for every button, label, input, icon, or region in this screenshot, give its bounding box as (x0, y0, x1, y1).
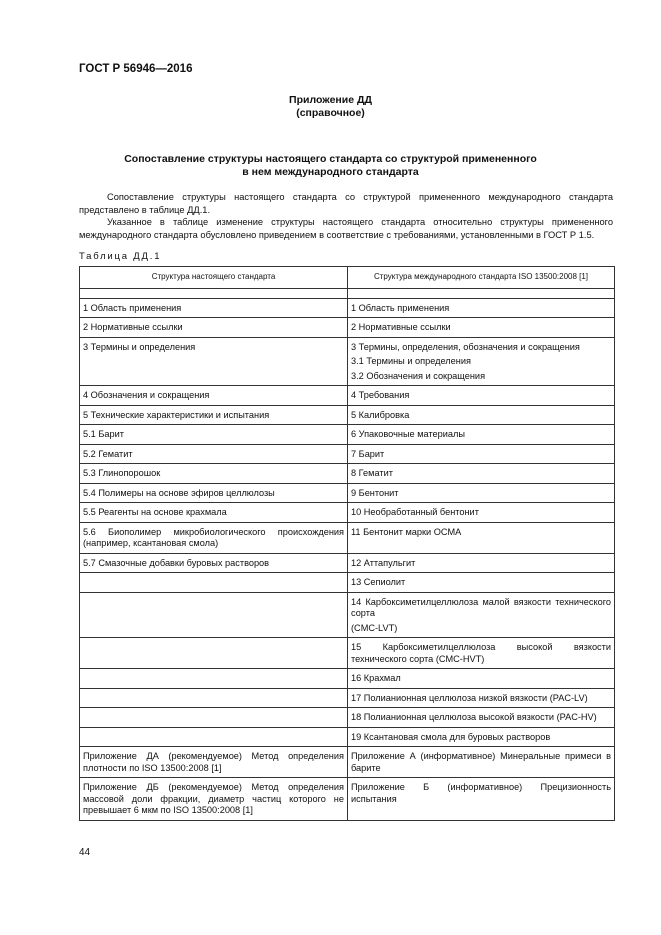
table-row (80, 386, 615, 406)
table-row (80, 405, 615, 425)
cell-text: 5.6 Биополимер микробиологического происхождения (например, ксантановая смола) (83, 526, 344, 548)
cell-text: 5 Технические характеристики и испытания (83, 409, 270, 420)
table-row (80, 573, 615, 593)
table-row (80, 464, 615, 484)
cell-text: 5.4 Полимеры на основе эфиров целлюлозы (83, 487, 275, 498)
cell-text: 15 Карбоксиметилцеллюлоза высокой вязкости технического сорта (CMC-HVT) (351, 642, 611, 664)
cell-text: 3.1 Термины и определения (351, 356, 471, 366)
cell-current-standard (80, 708, 348, 728)
cell-current-standard (80, 444, 348, 464)
cell-current-standard (80, 337, 348, 386)
cell-international-standard (348, 337, 615, 386)
cell-text: 19 Ксантановая смола для буровых растворов (351, 731, 551, 742)
cell-text: 5 Калибровка (351, 409, 410, 420)
cell-international-standard (348, 708, 615, 728)
table-row (80, 444, 615, 464)
table-header-row (80, 267, 615, 289)
cell-international-standard (348, 592, 615, 638)
cell-international-standard (348, 727, 615, 747)
cell-text: 17 Полианионная целлюлоза низкой вязкости (PAC-LV) (351, 692, 588, 703)
cell-international-standard (348, 318, 615, 338)
table-row (80, 503, 615, 523)
cell-text: 4 Обозначения и сокращения (83, 390, 210, 400)
cell-international-standard (348, 444, 615, 464)
cell-current-standard (80, 522, 348, 553)
cell-international-standard (348, 298, 615, 318)
cell-text: 12 Аттапульгит (351, 557, 416, 568)
cell-current-standard (80, 298, 348, 318)
cell-text: 5.5 Реагенты на основе крахмала (83, 507, 227, 517)
cell-text: 5.2 Гематит (83, 448, 133, 459)
cell-text: 7 Барит (351, 448, 385, 459)
cell-text: 5.7 Смазочные добавки буровых растворов (83, 557, 270, 568)
cell-international-standard (348, 405, 615, 425)
cell-international-standard (348, 688, 615, 708)
cell-current-standard (80, 464, 348, 484)
section-title-line2: в нем международного стандарта (242, 166, 419, 178)
cell-text: Приложение Б (информативное) Прецизионность испытания (351, 782, 611, 804)
cell-text: 4 Требования (351, 390, 410, 400)
cell-text: 8 Гематит (351, 468, 393, 478)
table-row (80, 669, 615, 689)
table-row (80, 425, 615, 445)
annex-subtitle: (справочное) (296, 107, 365, 119)
cell-international-standard (348, 747, 615, 778)
cell-international-standard (348, 669, 615, 689)
cell-current-standard (80, 747, 348, 778)
cell-current-standard (80, 425, 348, 445)
cell-current-standard (80, 405, 348, 425)
cell-text: Приложение ДБ (рекомендуемое) Метод определения массовой доли фракции, диаметр частиц которого не превышает 6 мкм по ISO 13500:2008 [1] (83, 782, 344, 815)
table-row (80, 638, 615, 669)
cell-text: 5.3 Глинопорошок (83, 468, 161, 478)
paragraph-note: Указанное в таблице изменение структуры настоящего стандарта относительно структуры примененного международного стандарта обусловлено приведением в соответствие с требованиями, установленными в ГОСТ Р 1.5. (79, 217, 613, 240)
cell-text: 11 Бентонит марки OCMA (351, 526, 462, 537)
cell-text: 2 Нормативные ссылки (351, 322, 451, 332)
col2-header: Структура международного стандарта ISO 13500:2008 [1] (348, 267, 615, 289)
cell-current-standard (80, 688, 348, 708)
cell-international-standard (348, 503, 615, 523)
cell-current-standard (80, 638, 348, 669)
cell-text: 9 Бентонит (351, 487, 399, 498)
annex-title: Приложение ДД (289, 94, 372, 106)
cell-international-standard (348, 464, 615, 484)
cell-current-standard (80, 503, 348, 523)
table-row (80, 727, 615, 747)
cell-international-standard (348, 425, 615, 445)
table-row (80, 688, 615, 708)
cell-current-standard (80, 669, 348, 689)
cell-international-standard (348, 573, 615, 593)
cell-text: 2 Нормативные ссылки (83, 322, 183, 332)
cell-text: 3 Термины и определения (83, 341, 196, 352)
cell-current-standard (80, 727, 348, 747)
cell-international-standard (348, 522, 615, 553)
table-row (80, 592, 615, 638)
document-header: ГОСТ Р 56946—2016 (79, 63, 193, 75)
paragraph-intro: Сопоставление структуры настоящего стандарта со структурой примененного международного стандарта представлено в таблице ДД.1. (79, 192, 613, 215)
col1-header: Структура настоящего стандарта (80, 267, 348, 289)
cell-text: 14 Карбоксиметилцеллюлоза малой вязкости технического сорта (351, 596, 611, 618)
page-number: 44 (79, 847, 91, 858)
table-row (80, 778, 615, 821)
cell-text: Приложение А (информативное) Минеральные примеси в барите (351, 751, 611, 773)
cell-current-standard (80, 553, 348, 573)
cell-current-standard (80, 592, 348, 638)
table-row (80, 337, 615, 386)
cell-text: (CMC-LVT) (351, 622, 398, 633)
cell-text: 16 Крахмал (351, 673, 401, 683)
cell-international-standard (348, 553, 615, 573)
cell-text: 18 Полианионная целлюлоза высокой вязкости (PAC-HV) (351, 712, 597, 722)
header-separator (80, 288, 615, 298)
annex-heading (0, 94, 661, 120)
cell-text: 1 Область применения (83, 302, 182, 313)
cell-international-standard (348, 638, 615, 669)
table-row (80, 483, 615, 503)
cell-text: 10 Необработанный бентонит (351, 507, 479, 517)
table-row (80, 318, 615, 338)
cell-text: 13 Сепиолит (351, 577, 406, 587)
cell-current-standard (80, 386, 348, 406)
cell-text: 1 Область применения (351, 302, 450, 313)
cell-international-standard (348, 483, 615, 503)
cell-current-standard (80, 318, 348, 338)
cell-text: Приложение ДА (рекомендуемое) Метод определения плотности по ISO 13500:2008 [1] (83, 751, 344, 773)
cell-international-standard (348, 386, 615, 406)
cell-current-standard (80, 573, 348, 593)
cell-current-standard (80, 778, 348, 821)
table-row (80, 298, 615, 318)
section-title-line1: Сопоставление структуры настоящего стандарта со структурой примененного (124, 153, 537, 165)
cell-international-standard (348, 778, 615, 821)
comparison-table (79, 266, 615, 821)
cell-text: 6 Упаковочные материалы (351, 429, 465, 439)
section-title (60, 153, 601, 179)
cell-text: 3 Термины, определения, обозначения и сокращения (351, 341, 580, 352)
table-row (80, 522, 615, 553)
table-row (80, 553, 615, 573)
table-row (80, 708, 615, 728)
table-body (80, 298, 615, 820)
table-caption: Таблица ДД.1 (79, 251, 162, 262)
cell-text: 3.2 Обозначения и сокращения (351, 370, 486, 381)
table-row (80, 747, 615, 778)
cell-current-standard (80, 483, 348, 503)
cell-text: 5.1 Барит (83, 429, 124, 439)
